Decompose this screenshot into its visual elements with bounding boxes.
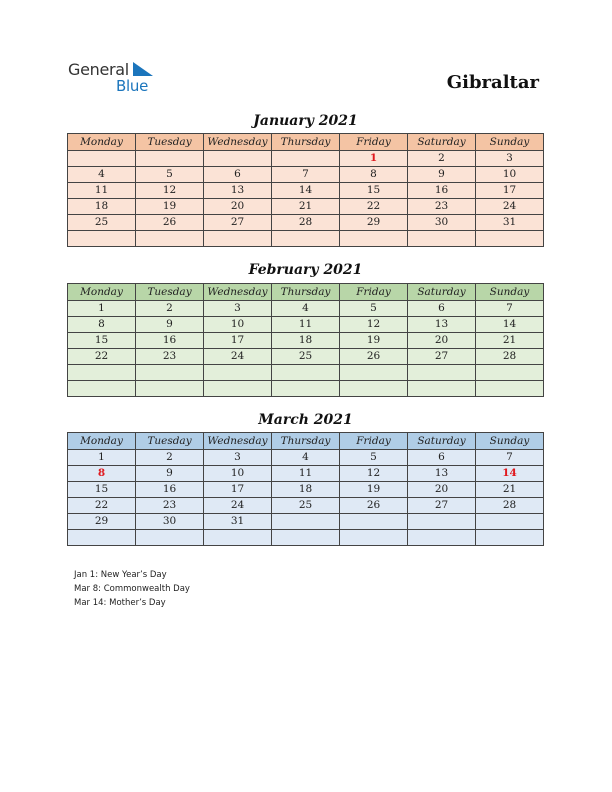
- day-cell: 15: [340, 183, 408, 199]
- day-cell: 24: [204, 349, 272, 365]
- weekday-header: Sunday: [476, 433, 544, 450]
- week-row: [68, 215, 544, 231]
- day-cell: 17: [204, 482, 272, 498]
- week-row: [68, 365, 544, 381]
- day-cell: 27: [204, 215, 272, 231]
- day-cell: 7: [272, 167, 340, 183]
- day-cell: 20: [204, 199, 272, 215]
- day-cell: 26: [136, 215, 204, 231]
- day-cell: 11: [272, 317, 340, 333]
- day-cell: 14: [476, 317, 544, 333]
- calendar-february: [67, 283, 544, 397]
- day-cell: 10: [476, 167, 544, 183]
- weekday-header-row: [68, 433, 544, 450]
- empty-day-cell: [204, 151, 272, 167]
- day-cell: 21: [476, 482, 544, 498]
- week-row: [68, 151, 544, 167]
- empty-day-cell: [272, 530, 340, 546]
- day-cell: 2: [136, 301, 204, 317]
- day-cell: 4: [272, 301, 340, 317]
- holiday-list: [74, 568, 190, 610]
- logo-general-text: General: [68, 60, 129, 79]
- day-cell: 31: [476, 215, 544, 231]
- empty-day-cell: [408, 381, 476, 397]
- day-cell: 9: [136, 317, 204, 333]
- day-cell: 21: [476, 333, 544, 349]
- empty-day-cell: [68, 530, 136, 546]
- empty-day-cell: [136, 381, 204, 397]
- weekday-header: Wednesday: [204, 284, 272, 301]
- weekday-header: Friday: [340, 433, 408, 450]
- day-cell: 16: [136, 333, 204, 349]
- empty-day-cell: [272, 151, 340, 167]
- day-cell: 28: [272, 215, 340, 231]
- day-cell: 8: [340, 167, 408, 183]
- day-cell: 26: [340, 349, 408, 365]
- day-cell: 12: [340, 466, 408, 482]
- empty-day-cell: [272, 381, 340, 397]
- weekday-header: Wednesday: [204, 433, 272, 450]
- week-row: [68, 498, 544, 514]
- day-cell: 1: [68, 450, 136, 466]
- week-row: [68, 349, 544, 365]
- day-cell: 13: [408, 317, 476, 333]
- day-cell: 2: [408, 151, 476, 167]
- empty-day-cell: [272, 231, 340, 247]
- day-cell: 9: [136, 466, 204, 482]
- day-cell: 23: [136, 349, 204, 365]
- empty-day-cell: [408, 530, 476, 546]
- empty-day-cell: [340, 381, 408, 397]
- day-cell: 15: [68, 482, 136, 498]
- day-cell: 18: [272, 482, 340, 498]
- week-row: [68, 317, 544, 333]
- day-cell: 22: [68, 349, 136, 365]
- week-row: [68, 450, 544, 466]
- day-cell: 18: [68, 199, 136, 215]
- day-cell: 25: [68, 215, 136, 231]
- day-cell: 7: [476, 450, 544, 466]
- day-cell: 12: [136, 183, 204, 199]
- calendar-january: [67, 133, 544, 247]
- logo-blue-text: Blue: [116, 77, 148, 95]
- empty-day-cell: [340, 530, 408, 546]
- day-cell: 5: [340, 450, 408, 466]
- week-row: [68, 301, 544, 317]
- day-cell: 3: [204, 450, 272, 466]
- week-row: [68, 167, 544, 183]
- day-cell: 11: [272, 466, 340, 482]
- day-cell: 1: [68, 301, 136, 317]
- empty-day-cell: [272, 365, 340, 381]
- day-cell: 28: [476, 349, 544, 365]
- day-cell: 6: [204, 167, 272, 183]
- day-cell: 3: [204, 301, 272, 317]
- empty-day-cell: [68, 231, 136, 247]
- weekday-header-row: [68, 134, 544, 151]
- weekday-header-row: [68, 284, 544, 301]
- day-cell: 4: [272, 450, 340, 466]
- weekday-header: Sunday: [476, 284, 544, 301]
- holiday-item: Mar 8: Commonwealth Day: [74, 584, 190, 594]
- day-cell: 16: [408, 183, 476, 199]
- holiday-day-cell: 14: [476, 466, 544, 482]
- weekday-header: Thursday: [272, 433, 340, 450]
- empty-day-cell: [204, 530, 272, 546]
- weekday-header: Saturday: [408, 433, 476, 450]
- empty-day-cell: [408, 231, 476, 247]
- day-cell: 9: [408, 167, 476, 183]
- day-cell: 19: [340, 333, 408, 349]
- day-cell: 30: [136, 514, 204, 530]
- day-cell: 20: [408, 333, 476, 349]
- day-cell: 19: [340, 482, 408, 498]
- day-cell: 3: [476, 151, 544, 167]
- weekday-header: Monday: [68, 134, 136, 151]
- weekday-header: Tuesday: [136, 433, 204, 450]
- empty-day-cell: [68, 365, 136, 381]
- day-cell: 6: [408, 301, 476, 317]
- day-cell: 17: [476, 183, 544, 199]
- holiday-day-cell: 1: [340, 151, 408, 167]
- empty-day-cell: [68, 151, 136, 167]
- day-cell: 17: [204, 333, 272, 349]
- day-cell: 21: [272, 199, 340, 215]
- day-cell: 28: [476, 498, 544, 514]
- week-row: [68, 199, 544, 215]
- empty-day-cell: [476, 365, 544, 381]
- week-row: [68, 333, 544, 349]
- day-cell: 11: [68, 183, 136, 199]
- day-cell: 19: [136, 199, 204, 215]
- day-cell: 13: [204, 183, 272, 199]
- day-cell: 7: [476, 301, 544, 317]
- empty-day-cell: [476, 381, 544, 397]
- month-title-march: March 2021: [258, 412, 353, 428]
- weekday-header: Friday: [340, 284, 408, 301]
- month-title-february: February 2021: [248, 262, 363, 278]
- week-row: [68, 466, 544, 482]
- weekday-header: Friday: [340, 134, 408, 151]
- day-cell: 24: [204, 498, 272, 514]
- week-row: [68, 514, 544, 530]
- weekday-header: Sunday: [476, 134, 544, 151]
- day-cell: 27: [408, 349, 476, 365]
- weekday-header: Thursday: [272, 284, 340, 301]
- country-title: Gibraltar: [446, 72, 539, 93]
- empty-day-cell: [204, 381, 272, 397]
- empty-day-cell: [204, 231, 272, 247]
- empty-day-cell: [204, 365, 272, 381]
- day-cell: 16: [136, 482, 204, 498]
- day-cell: 10: [204, 466, 272, 482]
- day-cell: 18: [272, 333, 340, 349]
- empty-day-cell: [136, 151, 204, 167]
- calendar-march: [67, 432, 544, 546]
- day-cell: 29: [68, 514, 136, 530]
- week-row: [68, 231, 544, 247]
- day-cell: 22: [340, 199, 408, 215]
- empty-day-cell: [408, 514, 476, 530]
- weekday-header: Tuesday: [136, 134, 204, 151]
- day-cell: 30: [408, 215, 476, 231]
- day-cell: 25: [272, 349, 340, 365]
- day-cell: 14: [272, 183, 340, 199]
- weekday-header: Tuesday: [136, 284, 204, 301]
- day-cell: 4: [68, 167, 136, 183]
- weekday-header: Monday: [68, 284, 136, 301]
- holiday-day-cell: 8: [68, 466, 136, 482]
- logo-triangle-icon: [133, 62, 153, 76]
- week-row: [68, 183, 544, 199]
- day-cell: 23: [136, 498, 204, 514]
- empty-day-cell: [340, 514, 408, 530]
- weekday-header: Thursday: [272, 134, 340, 151]
- empty-day-cell: [476, 514, 544, 530]
- week-row: [68, 530, 544, 546]
- day-cell: 27: [408, 498, 476, 514]
- empty-day-cell: [476, 231, 544, 247]
- day-cell: 5: [136, 167, 204, 183]
- day-cell: 23: [408, 199, 476, 215]
- day-cell: 10: [204, 317, 272, 333]
- day-cell: 31: [204, 514, 272, 530]
- weekday-header: Saturday: [408, 134, 476, 151]
- week-row: [68, 482, 544, 498]
- day-cell: 26: [340, 498, 408, 514]
- week-row: [68, 381, 544, 397]
- empty-day-cell: [476, 530, 544, 546]
- logo: [68, 60, 178, 100]
- day-cell: 24: [476, 199, 544, 215]
- empty-day-cell: [136, 530, 204, 546]
- day-cell: 15: [68, 333, 136, 349]
- empty-day-cell: [68, 381, 136, 397]
- day-cell: 12: [340, 317, 408, 333]
- weekday-header: Monday: [68, 433, 136, 450]
- day-cell: 6: [408, 450, 476, 466]
- day-cell: 20: [408, 482, 476, 498]
- empty-day-cell: [136, 231, 204, 247]
- empty-day-cell: [272, 514, 340, 530]
- weekday-header: Wednesday: [204, 134, 272, 151]
- month-title-january: January 2021: [253, 113, 358, 129]
- day-cell: 29: [340, 215, 408, 231]
- holiday-item: Jan 1: New Year’s Day: [74, 570, 167, 580]
- empty-day-cell: [136, 365, 204, 381]
- day-cell: 8: [68, 317, 136, 333]
- day-cell: 13: [408, 466, 476, 482]
- day-cell: 2: [136, 450, 204, 466]
- holiday-item: Mar 14: Mother’s Day: [74, 598, 166, 608]
- empty-day-cell: [340, 365, 408, 381]
- day-cell: 5: [340, 301, 408, 317]
- weekday-header: Saturday: [408, 284, 476, 301]
- day-cell: 25: [272, 498, 340, 514]
- empty-day-cell: [340, 231, 408, 247]
- day-cell: 22: [68, 498, 136, 514]
- empty-day-cell: [408, 365, 476, 381]
